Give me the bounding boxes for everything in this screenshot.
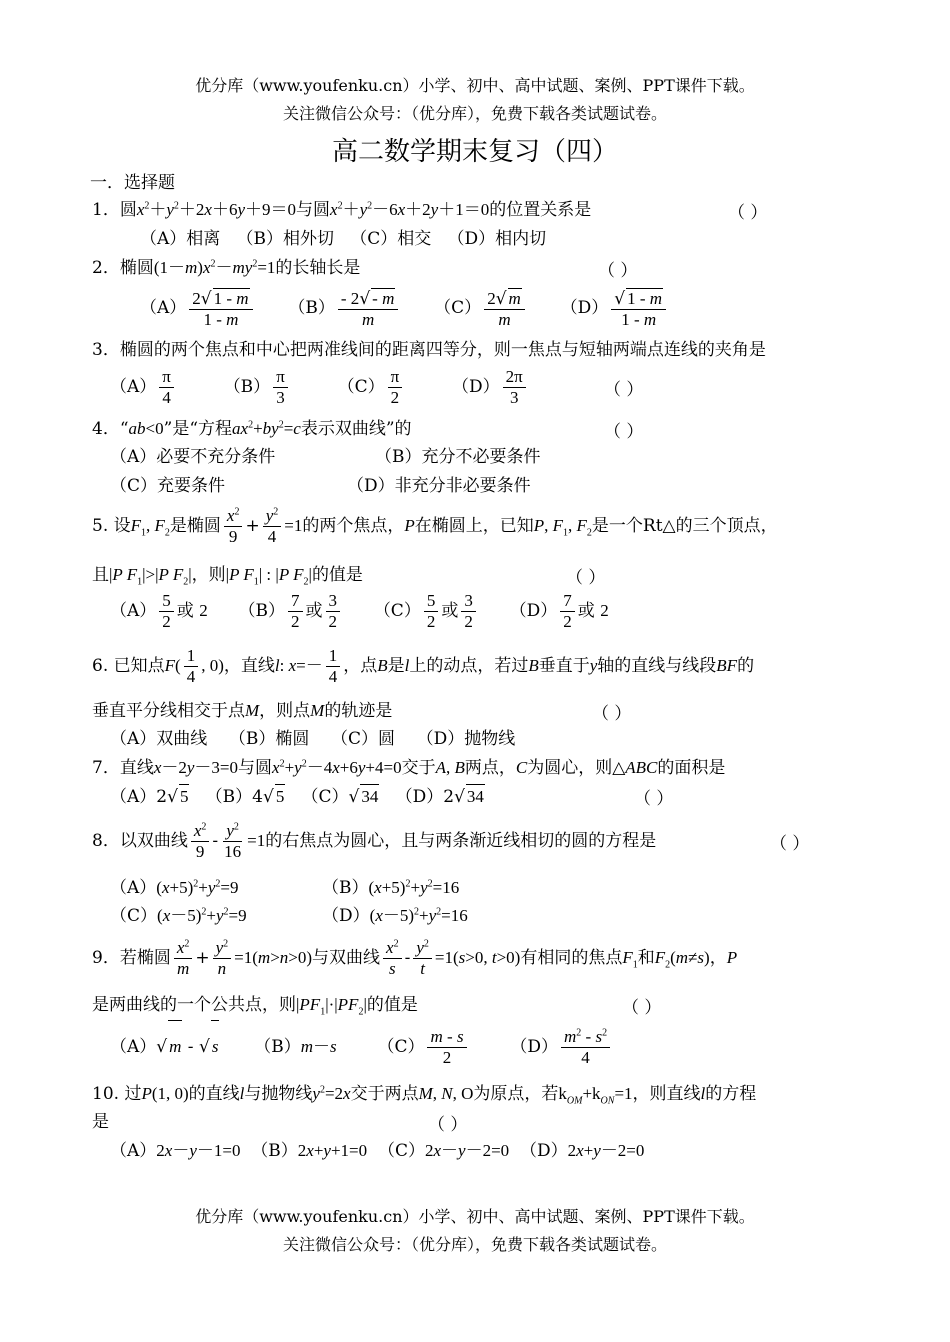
- option-d[interactable]: $(D)(x-5)^2+y^2=16$: [322, 906, 468, 926]
- question-3-answer-blank[interactable]: （ ）: [604, 380, 644, 400]
- question-9-stem-line-2: 是两曲线的一个公共点，则$|PF_1|\cdot|PF_2|$的值是: [92, 995, 418, 1018]
- question-10-stem-line-2: 是: [92, 1112, 109, 1132]
- question-8-answer-blank[interactable]: （ ）: [770, 834, 810, 854]
- option-c[interactable]: （C） $\frac{\pi}{2}$: [338, 377, 406, 397]
- question-4-stem: 4．“ab<0”是“方程$ax^2+by^2=c$表示双曲线”的: [92, 419, 412, 439]
- section-heading: 一．选择题: [90, 173, 175, 193]
- question-8-stem: 8．以双曲线 $\frac{x^2}{9}$ - $\frac{y^2}{16}$ =1的右焦点为圆心，且与两条渐近线相切的圆的方程是: [92, 821, 657, 861]
- header-line-1: 优分库（www.youfenku.cn）小学、初中、高中试题、案例、PPT课件下载。: [195, 76, 755, 95]
- option-c[interactable]: $(C)(x-5)^2+y^2=9$: [110, 906, 247, 926]
- footer-line-2: 关注微信公众号：（优分库），免费下载各类试题试卷。: [282, 1235, 667, 1254]
- option-a[interactable]: （A）√ m - √ s: [110, 1037, 219, 1057]
- question-7-options: [110, 784, 485, 809]
- option-a[interactable]: （A）双曲线: [110, 729, 208, 749]
- option-c[interactable]: （C）√ 34: [302, 787, 380, 807]
- option-d[interactable]: （D） $\frac{2\pi}{3}$: [452, 377, 529, 397]
- question-3-options: [110, 365, 529, 409]
- question-9-options: [110, 1020, 613, 1073]
- question-1-options: [140, 227, 546, 251]
- option-a[interactable]: $(A)(x+5)^2+y^2=9$: [110, 878, 239, 898]
- option-b[interactable]: （B）椭圆: [228, 729, 310, 749]
- option-a[interactable]: （A） $\frac{5}{2}$ 或 2: [110, 591, 208, 631]
- option-b[interactable]: （B） $\frac{\pi}{3}$: [224, 377, 291, 397]
- option-c[interactable]: （C） $\frac{2√ m}{m}$: [434, 298, 528, 318]
- question-7-stem: 7．直线x－2y－3=0与圆$x^2+y^2-4x+6y+4=0$交于A, B两点，C为圆心，则△ABC的面积是: [92, 758, 726, 778]
- option-a[interactable]: （A） $\frac{2√ 1 - m}{1 - m}$: [140, 298, 256, 318]
- option-b[interactable]: （B）2x+y+1=0: [251, 1141, 368, 1161]
- option-b[interactable]: （B） $\frac{- 2√ - m}{m}$: [288, 298, 401, 318]
- option-d[interactable]: （D）抛物线: [416, 729, 516, 749]
- question-6-options: [110, 727, 515, 751]
- question-5-options: [110, 588, 609, 634]
- option-a[interactable]: （A）必要不充分条件: [110, 447, 276, 467]
- option-a[interactable]: （A）2√ 5: [110, 787, 189, 807]
- option-d[interactable]: （D） $\frac{√ 1 - m}{1 - m}$: [561, 298, 669, 318]
- question-10-stem: 10. 过P(1, 0)的直线l与抛物线$y^2=2x$交于两点M, N, O为原点，若$k_{OM}+k_{ON}=1$，则直线l的方程: [92, 1084, 757, 1107]
- question-5-answer-blank[interactable]: （ ）: [566, 568, 606, 588]
- option-c[interactable]: （C）相交: [350, 229, 432, 249]
- question-6-stem-line-2: 垂直平分线相交于点M，则点M的轨迹是: [92, 701, 393, 721]
- question-1-stem: 1．圆$x^2+y^2+2x+6y+9=0$与圆$x^2+y^2-6x+2y+1=0$的位置关系是: [92, 200, 592, 220]
- question-5-stem-line-2: 且|P $F_1|>|P$ $F_2|$，则|P $F_1|$ : |P $F_2|$的值是: [92, 565, 363, 588]
- header-line-2: 关注微信公众号：（优分库），免费下载各类试题试卷。: [282, 104, 667, 123]
- option-a[interactable]: （A）相离: [140, 229, 221, 249]
- option-d[interactable]: （D） $\frac{m^2 - s^2}{4}$: [510, 1037, 613, 1057]
- question-3-stem: 3．椭圆的两个焦点和中心把两准线间的距离四等分，则一焦点与短轴两端点连线的夹角是: [92, 340, 766, 360]
- question-9-stem: 9．若椭圆 $\frac{x^2}{m}$ + $\frac{y^2}{n}$ =1(m>n>0)与双曲线 $\frac{x^2}{s}$ - $\frac{y^2}{t}$ =1(s>0, t>0)有相同的焦点$F_1$和$F_2(m\ne s)$，P: [92, 938, 738, 978]
- option-b[interactable]: （B）m－s: [254, 1037, 337, 1057]
- option-b[interactable]: （B）相外切: [236, 229, 334, 249]
- question-5-stem: 5. 设$F_1$, $F_2$是椭圆 $\frac{x^2}{9}$ + $\frac{y^2}{4}$ =1的两个焦点，P在椭圆上，已知P, $F_1$, $F_2$是一个Rt△的三个顶点，: [92, 506, 778, 546]
- option-c[interactable]: （C）2x－y－2=0: [377, 1141, 510, 1161]
- option-d[interactable]: （D）相内切: [447, 229, 547, 249]
- question-6-answer-blank[interactable]: （ ）: [592, 704, 632, 724]
- question-4-answer-blank[interactable]: （ ）: [604, 422, 644, 442]
- question-6-stem: 6. 已知点F( $\frac{1}{4}$ , 0)，直线l: x=－ $\frac{1}{4}$ ，点B是l上的动点，若过B垂直于y轴的直线与线段BF的: [92, 646, 755, 686]
- option-d[interactable]: （D）非充分非必要条件: [347, 476, 531, 496]
- option-b[interactable]: （B） $\frac{7}{2}$ 或 $\frac{3}{2}$: [239, 601, 344, 621]
- option-d[interactable]: （D） $\frac{7}{2}$ 或 2: [509, 591, 609, 631]
- option-c[interactable]: （C）圆: [331, 729, 396, 749]
- option-b[interactable]: $(B)(x+5)^2+y^2=16$: [322, 878, 460, 898]
- option-c[interactable]: （C） $\frac{m - s}{2}$: [377, 1037, 469, 1057]
- option-a[interactable]: （A）2x－y－1=0: [110, 1141, 241, 1161]
- question-2-options: [140, 286, 669, 330]
- footer-line-1: 优分库（www.youfenku.cn）小学、初中、高中试题、案例、PPT课件下载。: [195, 1207, 755, 1226]
- question-2-stem: 2．椭圆$(1-m)x^2-my^2=1$的长轴长是: [92, 258, 361, 278]
- option-a[interactable]: （A） $\frac{\pi}{4}$: [110, 377, 177, 397]
- question-2-answer-blank[interactable]: （ ）: [598, 261, 638, 281]
- question-10-answer-blank[interactable]: （ ）: [428, 1115, 468, 1135]
- question-1-answer-blank[interactable]: （ ）: [728, 203, 768, 223]
- question-7-answer-blank[interactable]: （ ）: [634, 789, 674, 809]
- option-c[interactable]: （C）充要条件: [110, 476, 226, 496]
- option-c[interactable]: （C） $\frac{5}{2}$ 或 $\frac{3}{2}$: [374, 601, 479, 621]
- question-9-answer-blank[interactable]: （ ）: [622, 998, 662, 1018]
- page-title: 高二数学期末复习（四）: [331, 137, 618, 167]
- option-b[interactable]: （B）4√ 5: [206, 787, 286, 807]
- option-b[interactable]: （B）充分不必要条件: [375, 447, 541, 467]
- option-d[interactable]: （D）2√ 34: [396, 787, 485, 807]
- option-d[interactable]: （D）2x+y－2=0: [519, 1141, 645, 1161]
- question-10-options: [110, 1139, 644, 1163]
